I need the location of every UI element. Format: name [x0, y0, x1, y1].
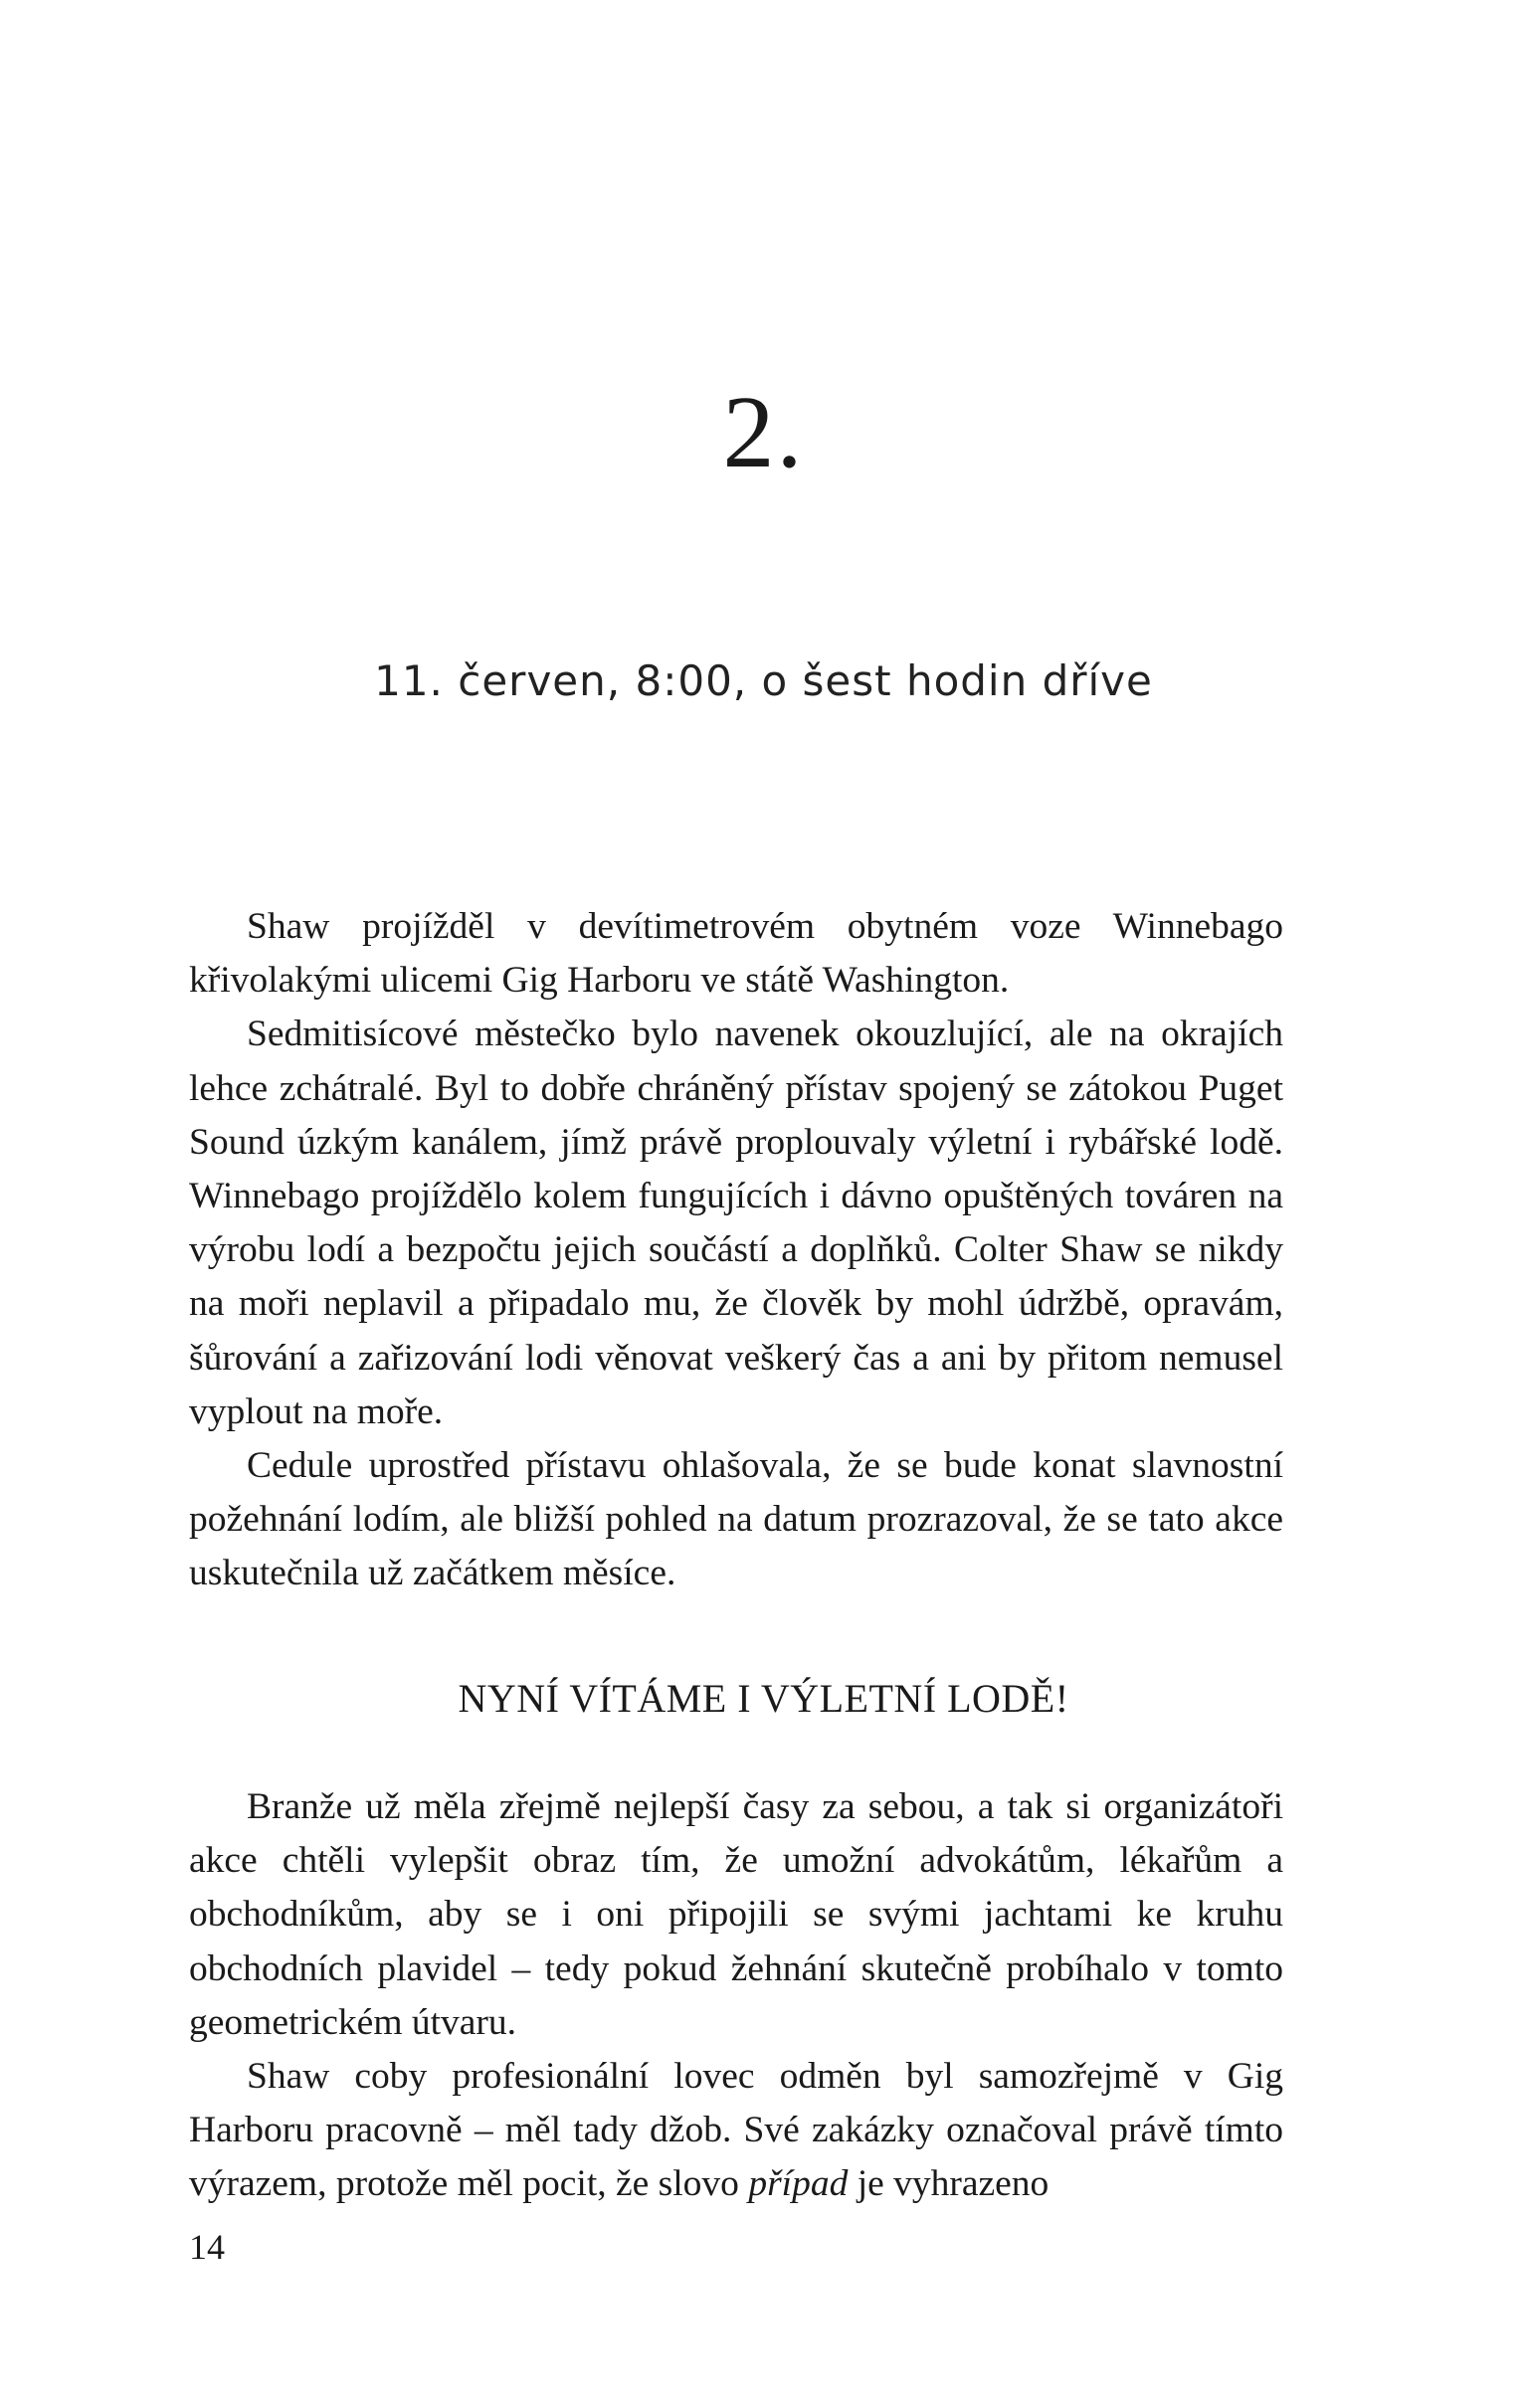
paragraph: Branže už měla zřejmě nejlepší časy za sebou, a tak si organizátoři akce chtěli vylepšit obraz tím, že umožní advokátům, lékařům a obchodníkům, aby se i oni připojili se svými jachtami ke kruhu obchodních plavidel – tedy pokud žehnání skutečně probíhalo v tomto geometrickém útvaru.	[189, 1786, 1283, 2043]
emphasized-word: případ	[748, 2163, 849, 2205]
chapter-subtitle: 11. červen, 8:00, o šest hodin dříve	[374, 656, 1153, 705]
paragraph-last	[189, 2050, 1283, 2212]
paragraph: Cedule uprostřed přístavu ohlašovala, že se bude konat slavnostní požehnání lodím, ale bližší pohled na datum prozrazoval, že se tato akce uskutečnila už začátkem měsíce.	[189, 1445, 1283, 1594]
body-text-section-1	[189, 900, 1283, 1601]
paragraph-text-before: Shaw coby profesionální lovec odměn byl samozřejmě v Gig Harboru pracovně – měl tady džob. Své zakázky označoval právě tímto výrazem, protože měl pocit, že slovo	[189, 2056, 1283, 2205]
chapter-number: 2.	[722, 375, 805, 489]
paragraph-text-after: je vyhrazeno	[848, 2163, 1050, 2205]
paragraph: Sedmitisícové městečko bylo navenek okouzlující, ale na okrajích lehce zchátralé. Byl to dobře chráněný přístav spojený se zátokou Puget Sound úzkým kanálem, jímž právě proplouvaly výletní i rybářské lodě. Winnebago projíždělo kolem fungujících i dávno opuštěných továren na výrobu lodí a bezpočtu jejich součástí a doplňků. Colter Shaw se nikdy na moři neplavil a připadalo mu, že člověk by mohl údržbě, opravám, šůrování a zařizování lodi věnovat veškerý čas a ani by přitom nemusel vyplout na moře.	[189, 1014, 1283, 1432]
sign-text: NYNÍ VÍTÁME I VÝLETNÍ LODĚ!	[458, 1676, 1069, 1721]
paragraph: Shaw projížděl v devítimetrovém obytném voze Winnebago křivolakými ulicemi Gig Harboru ve státě Washington.	[189, 906, 1283, 1002]
page-number: 14	[189, 2227, 225, 2267]
body-text-section-2	[189, 1780, 1283, 2212]
